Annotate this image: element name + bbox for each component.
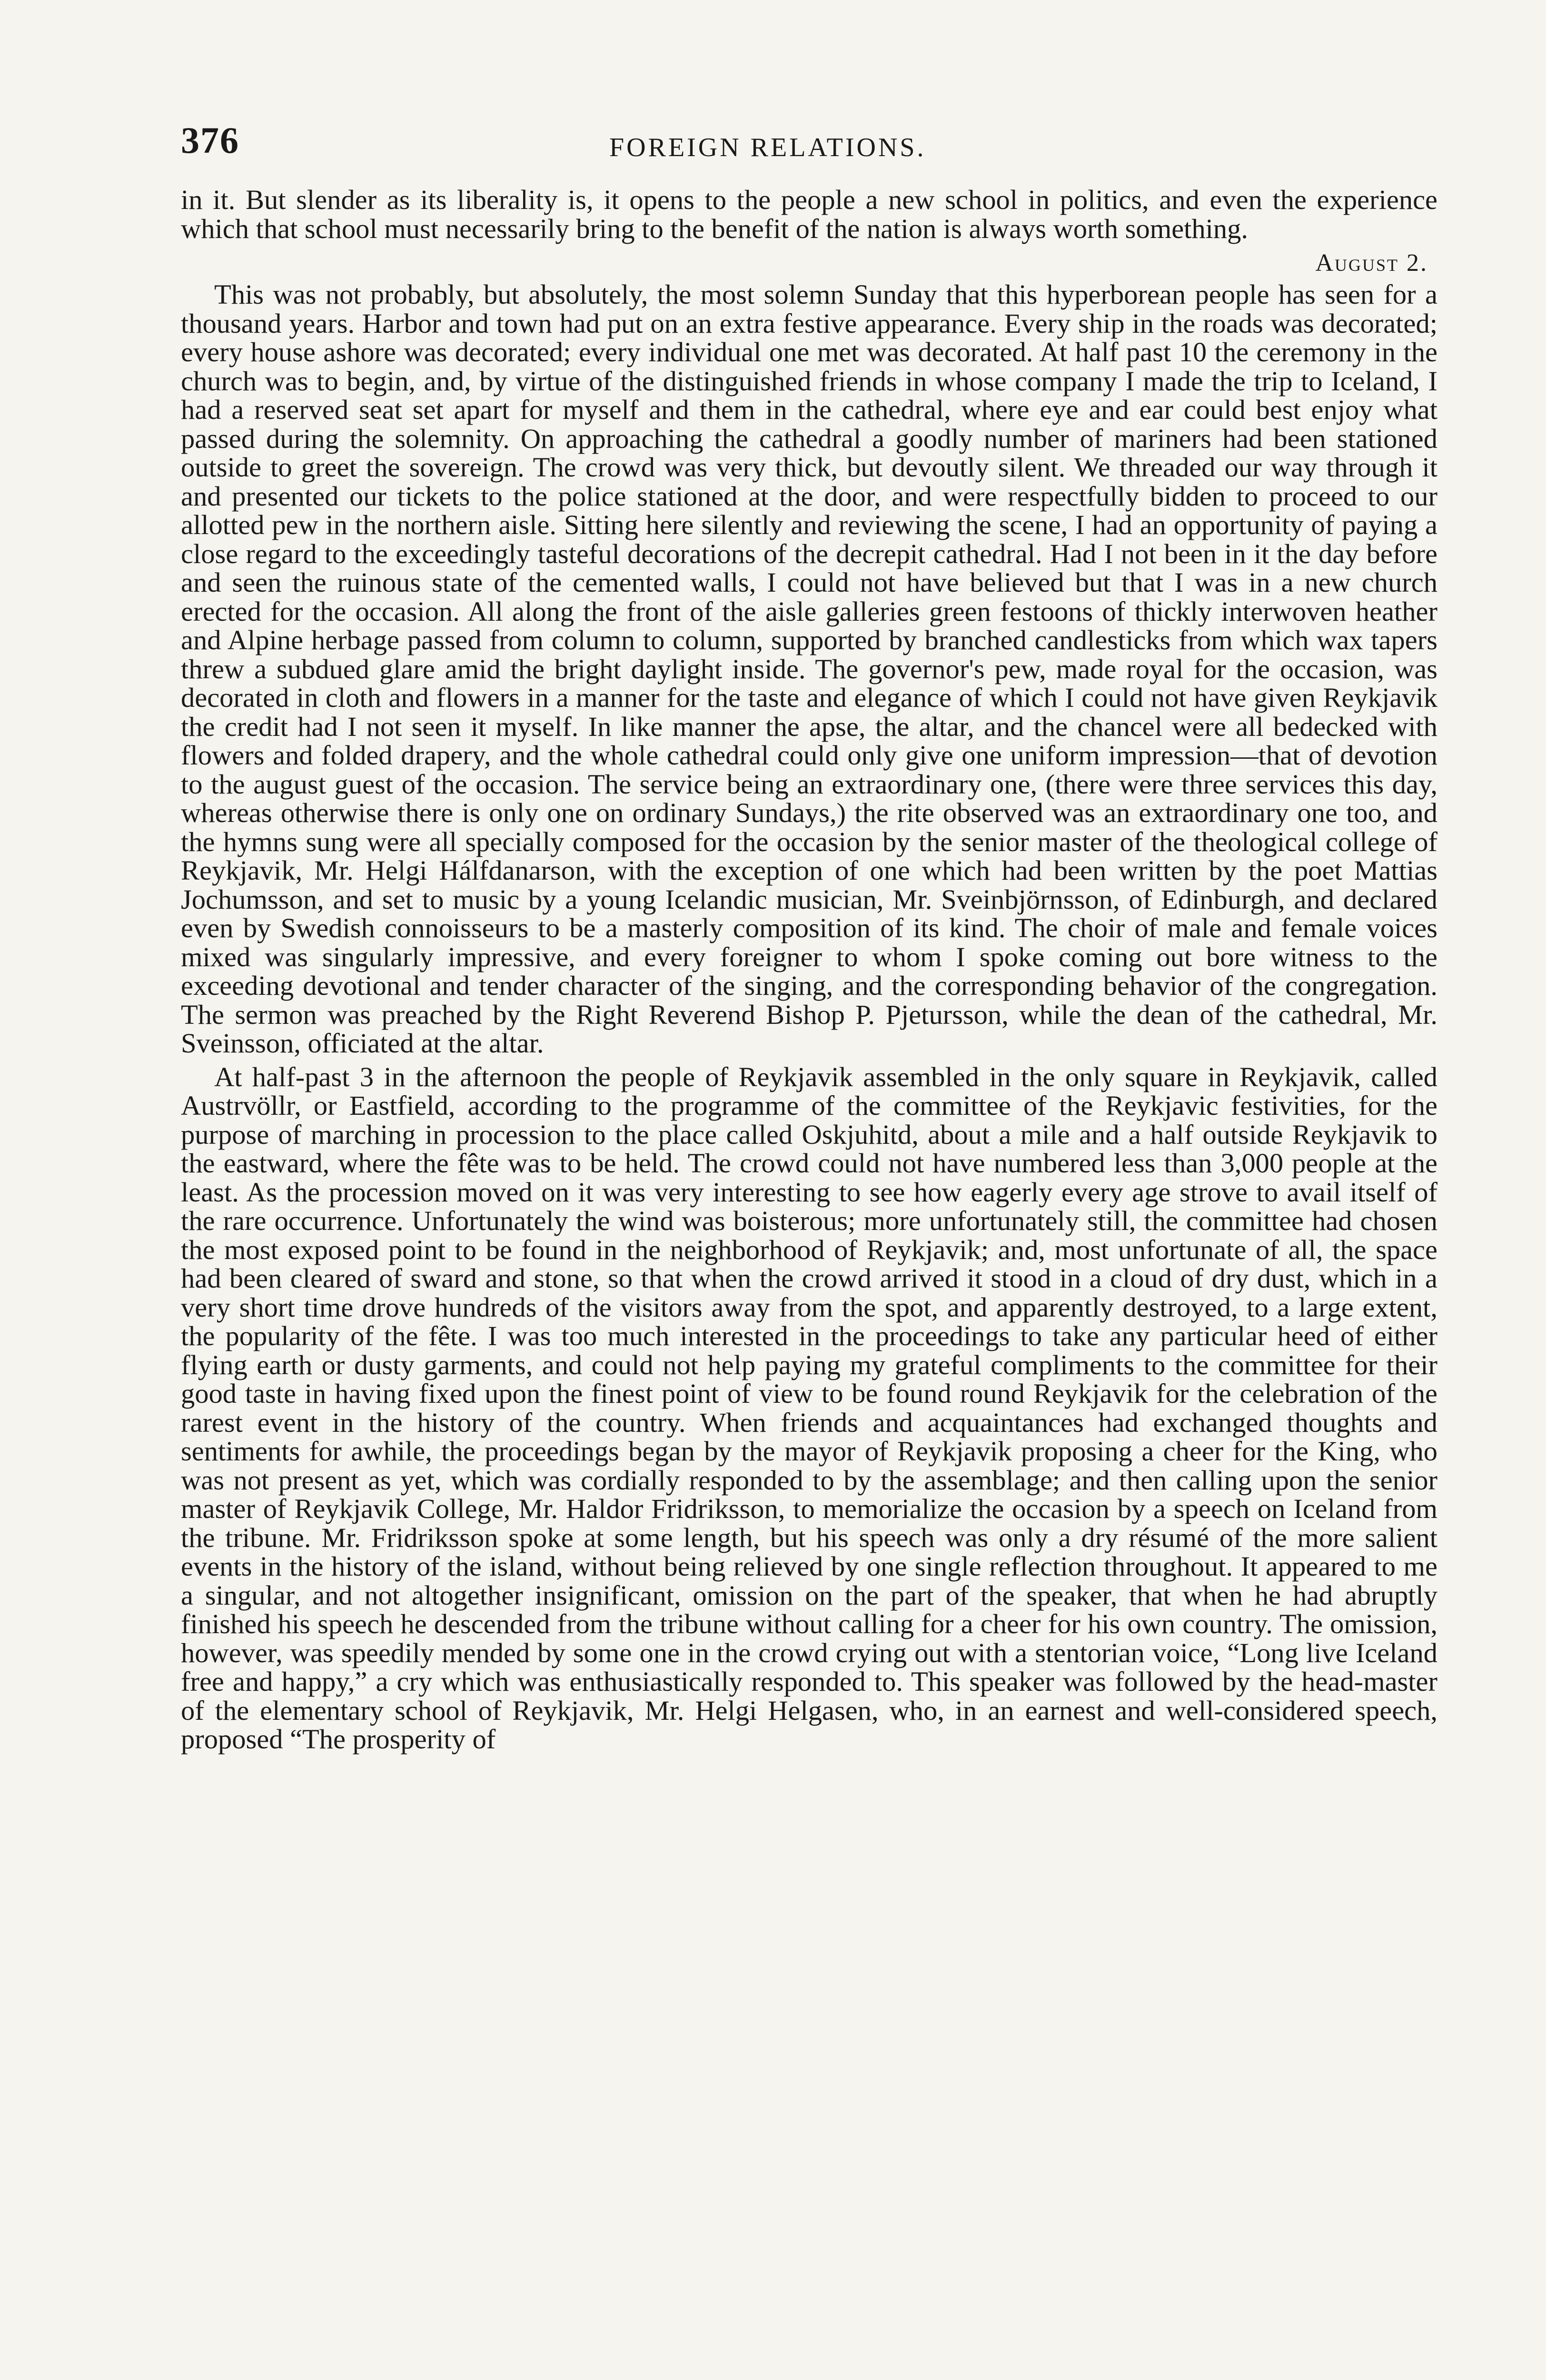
paragraph-continuation: in it. But slender as its liberality is, it opens to the people a new school in politics, and even the experience which that school must necessarily bring to the benefit of the nation is always worth something.	[181, 184, 1437, 244]
page-number: 376	[181, 119, 239, 161]
paragraph-afternoon-fete: At half-past 3 in the afternoon the people of Reykjavik assembled in the only square in Reykjavik, called Austrvöllr, or Eastfield, according to the programme of the committee of the Reykjavic festivities, for the purpose of marching in procession to the place called Oskjuhitd, about a mile and a half outside Reykjavik to the eastward, where the fête was to be held. The crowd could not have numbered less than 3,000 people at the least. As the procession moved on it was very interesting to see how eagerly every age strove to avail itself of the rare occurrence. Unfortunately the wind was boisterous; more unfortunately still, the committee had chosen the most exposed point to be found in the neighborhood of Reykjavik; and, most unfortunate of all, the space had been cleared of sward and stone, so that when the crowd arrived it stood in a cloud of dry dust, which in a very short time drove hundreds of the visitors away from the spot, and apparently destroyed, to a large extent, the popularity of the fête. I was too much interested in the proceedings to take any particular heed of either flying earth or dusty garments, and could not help paying my grateful compliments to the committee for their good taste in having fixed upon the finest point of view to be found round Reykjavik for the celebration of the rarest event in the history of the country. When friends and acquaintances had exchanged thoughts and sentiments for awhile, the proceedings began by the mayor of Reykjavik proposing a cheer for the King, who was not present as yet, which was cordially responded to by the assemblage; and then calling upon the senior master of Reykjavik College, Mr. Haldor Fridriksson, to memorialize the occasion by a speech on Iceland from the tribune. Mr. Fridriksson spoke at some length, but his speech was only a dry résumé of the more salient events in the history of the island, without being relieved by one single reflection throughout. It appeared to me a singular, and not altogether insignificant, omission on the part of the speaker, that when he had abruptly finished his speech he descended from the tribune without calling for a cheer for his own country. The omission, however, was speedily mended by some one in the crowd crying out with a stentorian voice, “Long live Iceland free and happy,” a cry which was enthusiastically responded to. This speaker was followed by the head-master of the elementary school of Reykjavik, Mr. Helgi Helgasen, who, in an earnest and well-considered speech, proposed “The prosperity of	[181, 1061, 1437, 1755]
running-head	[181, 119, 1446, 186]
paragraph-sunday-service: This was not probably, but absolutely, the most solemn Sunday that this hyperborean people has seen for a thousand years. Harbor and town had put on an extra festive appearance. Every ship in the roads was decorated; every house ashore was decorated; every individual one met was decorated. At half past 10 the ceremony in the church was to begin, and, by virtue of the distinguished friends in whose company I made the trip to Iceland, I had a reserved seat set apart for myself and them in the cathedral, where eye and ear could best enjoy what passed during the solemnity. On approaching the cathedral a goodly number of mariners had been stationed outside to greet the sovereign. The crowd was very thick, but devoutly silent. We threaded our way through it and presented our tickets to the police stationed at the door, and were respectfully bidden to proceed to our allotted pew in the northern aisle. Sitting here silently and reviewing the scene, I had an opportunity of paying a close regard to the exceedingly tasteful decorations of the decrepit cathedral. Had I not been in it the day before and seen the ruinous state of the cemented walls, I could not have believed but that I was in a new church erected for the occasion. All along the front of the aisle galleries green festoons of thickly interwoven heather and Alpine herbage passed from column to column, supported by branched candlesticks from which wax tapers threw a subdued glare amid the bright daylight inside. The governor's pew, made royal for the occasion, was decorated in cloth and flowers in a manner for the taste and elegance of which I could not have given Reykjavik the credit had I not seen it myself. In like manner the apse, the altar, and the chancel were all bedecked with flowers and folded drapery, and the whole cathedral could only give one uniform impression—that of devotion to the august guest of the occasion. The service being an extraordinary one, (there were three services this day, whereas otherwise there is only one on ordinary Sundays,) the rite observed was an extraordinary one too, and the hymns sung were all specially composed for the occasion by the senior master of the theological college of Reykjavik, Mr. Helgi Hálfdanarson, with the exception of one which had been written by the poet Mattias Jochumsson, and set to music by a young Icelandic musician, Mr. Sveinbjörnsson, of Edinburgh, and declared even by Swedish connoisseurs to be a masterly composition of its kind. The choir of male and female voices mixed was singularly impressive, and every foreigner to whom I spoke coming out bore witness to the exceeding devotional and tender character of the singing, and the corresponding behavior of the congregation. The sermon was preached by the Right Reverend Bishop P. Pjetursson, while the dean of the cathedral, Mr. Sveinsson, officiated at the altar.	[181, 279, 1437, 1059]
text-column	[181, 186, 1437, 1754]
running-title: FOREIGN RELATIONS.	[609, 133, 926, 162]
dateline: August 2.	[1315, 249, 1428, 277]
